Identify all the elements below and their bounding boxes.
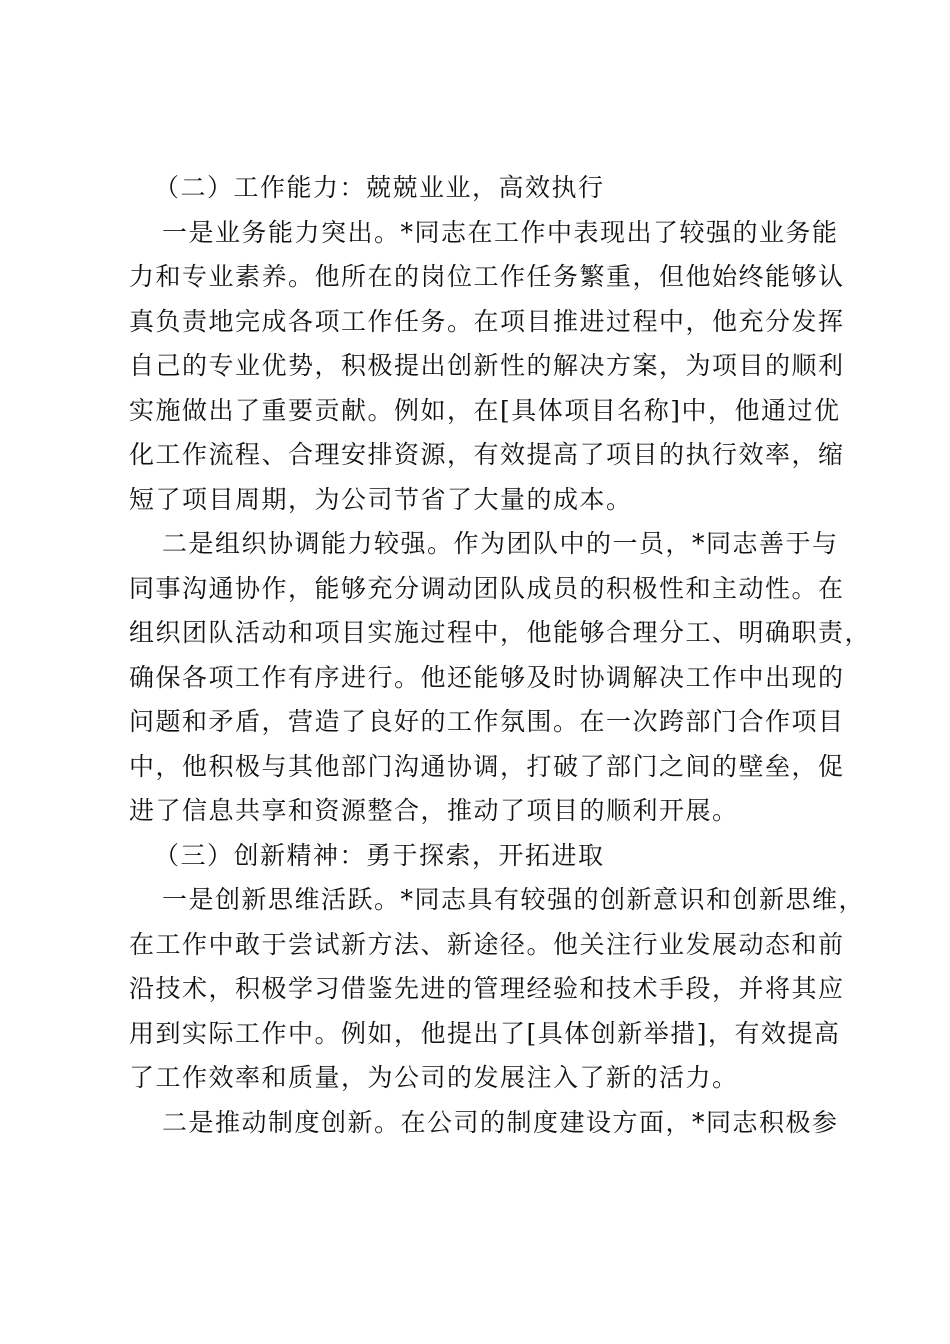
text-line: 二是组织协调能力较强。作为团队中的一员，*同志善于与 xyxy=(162,529,839,558)
text-line: 确保各项工作有序进行。他还能够及时协调解决工作中出现的 xyxy=(129,662,845,692)
paragraph-innovative-thinking xyxy=(129,878,866,1101)
text-line: 真负责地完成各项工作任务。在项目推进过程中，他充分发挥 xyxy=(129,306,845,336)
section-heading-innovation: （三）创新精神：勇于探索，开拓进取 xyxy=(154,840,605,870)
text-line: 问题和矛盾，营造了良好的工作氛围。在一次跨部门合作项目 xyxy=(129,707,845,736)
paragraph-business-ability xyxy=(129,211,845,523)
text-line: 力和专业素养。他所在的岗位工作任务繁重，但他始终能够认 xyxy=(129,262,845,291)
text-line: 组织团队活动和项目实施过程中，他能够合理分工、明确职责， xyxy=(129,618,872,647)
text-line: 了工作效率和质量，为公司的发展注入了新的活力。 xyxy=(129,1063,739,1092)
text-line: 一是创新思维活跃。*同志具有较强的创新意识和创新思维， xyxy=(162,885,866,914)
paragraph-coordination-ability xyxy=(129,522,872,834)
text-line: 中，他积极与其他部门沟通协调，打破了部门之间的壁垒，促 xyxy=(129,751,845,781)
text-line: 在工作中敢于尝试新方法、新途径。他关注行业发展动态和前 xyxy=(129,929,845,959)
document-body xyxy=(129,166,872,1145)
text-line: 短了项目周期，为公司节省了大量的成本。 xyxy=(129,484,633,514)
text-line: 实施做出了重要贡献。例如，在[具体项目名称]中，他通过优 xyxy=(129,395,841,425)
section-heading-work-ability: （二）工作能力：兢兢业业，高效执行 xyxy=(154,173,605,202)
text-line: 化工作流程、合理安排资源，有效提高了项目的执行效率，缩 xyxy=(129,440,845,469)
text-line: 用到实际工作中。例如，他提出了[具体创新举措]，有效提高 xyxy=(129,1018,841,1048)
text-line: 沿技术，积极学习借鉴先进的管理经验和技术手段，并将其应 xyxy=(129,974,845,1003)
text-line: 同事沟通协作，能够充分调动团队成员的积极性和主动性。在 xyxy=(129,573,845,603)
text-line: 二是推动制度创新。在公司的制度建设方面，*同志积极参 xyxy=(162,1107,839,1137)
text-line: 进了信息共享和资源整合，推动了项目的顺利开展。 xyxy=(129,796,739,825)
text-line: 自己的专业优势，积极提出创新性的解决方案，为项目的顺利 xyxy=(129,351,845,380)
text-line: 一是业务能力突出。*同志在工作中表现出了较强的业务能 xyxy=(162,217,839,247)
paragraph-system-innovation xyxy=(129,1101,839,1146)
